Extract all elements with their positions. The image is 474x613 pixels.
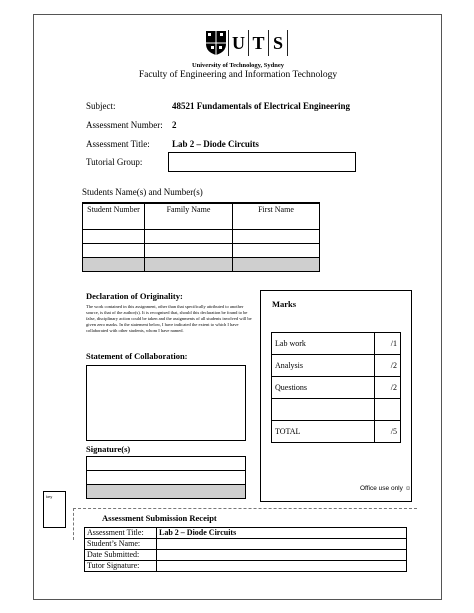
assessment-number-value: 2 xyxy=(172,120,177,130)
collaboration-title: Statement of Collaboration: xyxy=(86,351,188,361)
marks-label xyxy=(272,399,375,421)
logo-letter-s: S xyxy=(268,30,288,56)
receipt-value[interactable] xyxy=(157,561,407,572)
students-heading: Students Name(s) and Number(s) xyxy=(82,187,203,197)
receipt-value[interactable] xyxy=(157,550,407,561)
receipt-label: Student’s Name: xyxy=(85,539,157,550)
table-cell[interactable] xyxy=(83,257,145,271)
table-row xyxy=(272,355,401,377)
receipt-value[interactable] xyxy=(157,539,407,550)
marks-max: /2 xyxy=(375,377,401,399)
receipt-label: Date Submitted: xyxy=(85,550,157,561)
declaration-text: The work contained in this assignment, other than that specifically attributed to another source, is that of the author(s). It is recognised that, should this declaration be found to be false, disciplinary action could be taken and the assignments of all students involved will be given zero marks. In the statement below, I have indicated the extent to which I have collaborated with other students, whom I have named. xyxy=(86,304,252,333)
subject-label: Subject: xyxy=(86,101,116,111)
declaration-title: Declaration of Originality: xyxy=(86,291,183,301)
signature-cell[interactable] xyxy=(87,471,246,485)
key-label: key xyxy=(46,494,53,499)
marks-max: /1 xyxy=(375,333,401,355)
column-header-student-number: Student Number xyxy=(83,203,145,229)
table-row xyxy=(87,485,246,499)
signatures-table xyxy=(86,456,246,499)
table-row xyxy=(272,421,401,443)
cut-line xyxy=(73,508,417,509)
table-row xyxy=(83,257,320,271)
marks-total-label: TOTAL xyxy=(272,421,375,443)
assessment-title-label: Assessment Title: xyxy=(86,139,150,149)
assessment-number-label: Assessment Number: xyxy=(86,120,163,130)
logo-letter-u: U xyxy=(228,30,248,56)
table-cell[interactable] xyxy=(83,229,145,243)
signature-cell[interactable] xyxy=(87,457,246,471)
logo-letter-t: T xyxy=(248,30,268,56)
table-row xyxy=(272,377,401,399)
subject-value: 48521 Fundamentals of Electrical Engineering xyxy=(172,101,350,111)
marks-total-max: /5 xyxy=(375,421,401,443)
marks-max: /2 xyxy=(375,355,401,377)
marks-title: Marks xyxy=(272,299,297,309)
table-cell[interactable] xyxy=(145,229,233,243)
tutorial-group-field[interactable] xyxy=(168,152,356,172)
table-row xyxy=(85,528,407,539)
table-cell[interactable] xyxy=(233,243,320,257)
table-row xyxy=(83,243,320,257)
receipt-value: Lab 2 – Diode Circuits xyxy=(157,528,407,539)
university-name: University of Technology, Sydney xyxy=(191,62,285,69)
receipt-label: Tutor Signature: xyxy=(85,561,157,572)
table-cell[interactable] xyxy=(233,257,320,271)
table-row xyxy=(87,471,246,485)
table-row xyxy=(87,457,246,471)
table-cell[interactable] xyxy=(233,229,320,243)
marks-label: Lab work xyxy=(272,333,375,355)
assessment-title-value: Lab 2 – Diode Circuits xyxy=(172,139,259,149)
students-table xyxy=(82,202,320,272)
collaboration-box[interactable] xyxy=(86,365,246,441)
signatures-title: Signature(s) xyxy=(86,444,131,454)
table-row xyxy=(85,561,407,572)
signature-cell[interactable] xyxy=(87,485,246,499)
receipt-title: Assessment Submission Receipt xyxy=(102,513,217,523)
table-row xyxy=(272,399,401,421)
office-use-only-label: Office use only ☺ xyxy=(360,485,412,492)
receipt-label: Assessment Title: xyxy=(85,528,157,539)
faculty-name: Faculty of Engineering and Information Technology xyxy=(138,70,338,80)
table-row xyxy=(85,539,407,550)
marks-label: Analysis xyxy=(272,355,375,377)
uts-shield-logo xyxy=(205,30,227,56)
receipt-table xyxy=(84,527,407,572)
table-cell[interactable] xyxy=(145,243,233,257)
cut-line-side xyxy=(73,508,74,540)
column-header-family-name: Family Name xyxy=(145,203,233,229)
marks-label: Questions xyxy=(272,377,375,399)
table-cell[interactable] xyxy=(83,243,145,257)
marks-max xyxy=(375,399,401,421)
table-row xyxy=(272,333,401,355)
marks-table xyxy=(271,332,401,443)
table-row xyxy=(83,229,320,243)
column-header-first-name: First Name xyxy=(233,203,320,229)
tutorial-group-label: Tutorial Group: xyxy=(86,157,143,167)
table-cell[interactable] xyxy=(145,257,233,271)
table-row xyxy=(85,550,407,561)
